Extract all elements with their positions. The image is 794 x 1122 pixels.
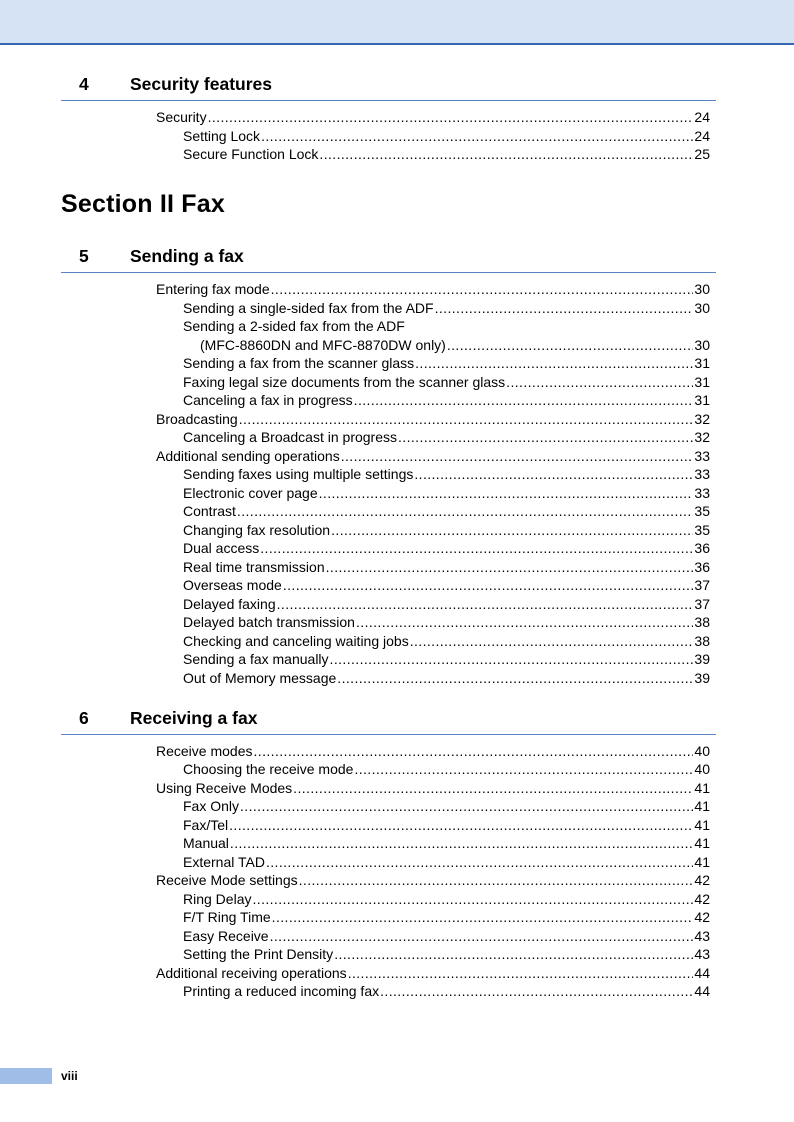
toc-entry[interactable]: Electronic cover page ..... 33 — [183, 484, 710, 503]
toc-entry-continued[interactable]: (MFC-8860DN and MFC-8870DW only) ..... 30 — [200, 336, 710, 355]
toc-entry[interactable]: Sending a 2-sided fax from the ADF — [183, 318, 405, 334]
toc-entry[interactable]: Setting Lock ..... 24 — [183, 127, 710, 146]
toc-entry[interactable]: Easy Receive ..... 43 — [183, 927, 710, 946]
footer-band — [0, 1068, 52, 1084]
toc-entry[interactable]: Additional receiving operations ..... 44 — [156, 964, 710, 983]
toc-entry[interactable]: Setting the Print Density ..... 43 — [183, 945, 710, 964]
toc-entry[interactable]: Receive modes ..... 40 — [156, 742, 710, 761]
toc-entry[interactable]: Secure Function Lock ..... 25 — [183, 145, 710, 164]
toc-entry[interactable]: Receive Mode settings ..... 42 — [156, 871, 710, 890]
toc-entry[interactable]: Sending a fax manually ..... 39 — [183, 650, 710, 669]
chapter-4-heading — [61, 74, 716, 101]
toc-entry[interactable]: Ring Delay ..... 42 — [183, 890, 710, 909]
toc-entry[interactable]: F/T Ring Time ..... 42 — [183, 908, 710, 927]
toc-entry[interactable]: Dual access ..... 36 — [183, 539, 710, 558]
chapter-number: 6 — [79, 708, 89, 728]
chapter-5-heading — [61, 246, 716, 273]
toc-entry[interactable]: Manual ..... 41 — [183, 834, 710, 853]
toc-entry[interactable]: Checking and canceling waiting jobs ..... 38 — [183, 632, 710, 651]
toc-entry[interactable]: Using Receive Modes ..... 41 — [156, 779, 710, 798]
toc-entry[interactable]: Sending a fax from the scanner glass ..... 31 — [183, 354, 710, 373]
chapter-title: Receiving a fax — [130, 708, 258, 728]
toc-entry[interactable]: External TAD ..... 41 — [183, 853, 710, 872]
toc-entry[interactable]: Fax/Tel ..... 41 — [183, 816, 710, 835]
chapter-number: 5 — [79, 246, 89, 266]
toc-entry[interactable]: Real time transmission ..... 36 — [183, 558, 710, 577]
toc-entry[interactable]: Additional sending operations ..... 33 — [156, 447, 710, 466]
toc-entry[interactable]: Changing fax resolution ..... 35 — [183, 521, 710, 540]
toc-entry[interactable]: Entering fax mode ..... 30 — [156, 280, 710, 299]
toc-entry[interactable]: Canceling a Broadcast in progress ..... 32 — [183, 428, 710, 447]
toc-entry[interactable]: Broadcasting ..... 32 — [156, 410, 710, 429]
toc-entry[interactable]: Choosing the receive mode ..... 40 — [183, 760, 710, 779]
chapter-6-heading — [61, 708, 716, 735]
toc-entry[interactable]: Contrast ..... 35 — [183, 502, 710, 521]
toc-entry[interactable]: Faxing legal size documents from the scanner glass ..... 31 — [183, 373, 710, 392]
toc-entry[interactable]: Canceling a fax in progress ..... 31 — [183, 391, 710, 410]
toc-entry[interactable]: Sending a single-sided fax from the ADF ..... 30 — [183, 299, 710, 318]
header-band — [0, 0, 794, 45]
toc-entry[interactable]: Delayed batch transmission ..... 38 — [183, 613, 710, 632]
toc-entry[interactable]: Printing a reduced incoming fax ..... 44 — [183, 982, 710, 1001]
page-number: viii — [61, 1069, 78, 1083]
toc-entry[interactable]: Out of Memory message ..... 39 — [183, 669, 710, 688]
chapter-title: Security features — [130, 74, 273, 94]
chapter-number: 4 — [79, 74, 89, 94]
toc-entry[interactable]: Delayed faxing ..... 37 — [183, 595, 710, 614]
toc-entry[interactable]: Fax Only ..... 41 — [183, 797, 710, 816]
toc-entry[interactable]: Sending faxes using multiple settings ..... 33 — [183, 465, 710, 484]
section-title: Section II Fax — [61, 190, 225, 218]
toc-entry[interactable]: Overseas mode ..... 37 — [183, 576, 710, 595]
toc-entry[interactable]: Security ..... 24 — [156, 108, 710, 127]
chapter-title: Sending a fax — [130, 246, 244, 266]
